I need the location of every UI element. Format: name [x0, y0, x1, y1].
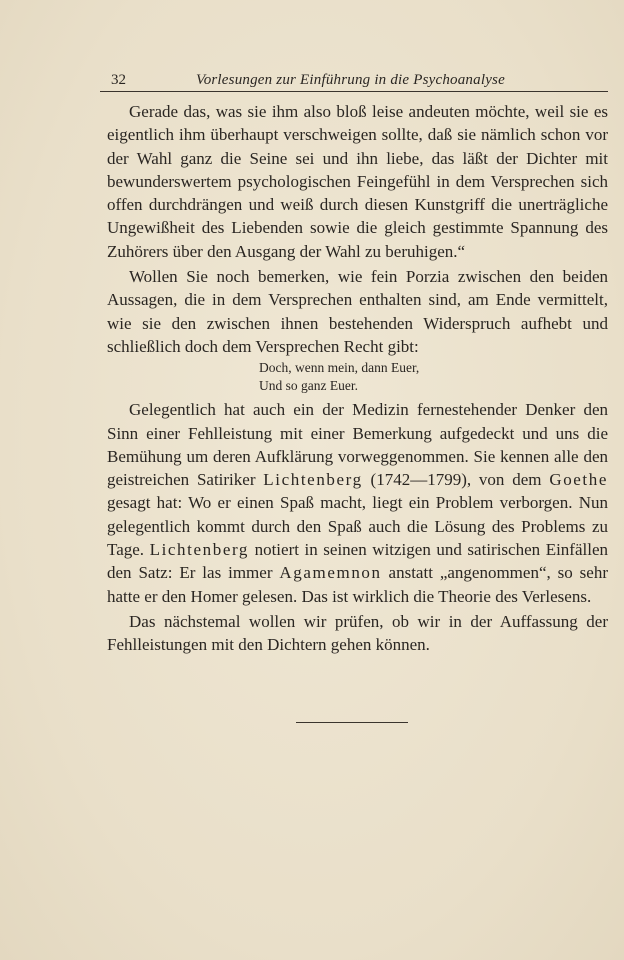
name-lichtenberg-2: Lichtenberg	[149, 540, 250, 560]
paragraph-3-text-a: Gelegentlich hat auch ein der Medizin fernestehender Denker den Sinn einer Fehlleistung mit einer Bemerkung aufgedeckt und uns die Bemühung um deren Aufklärung vorweggenommen. Sie kennen alle den geistreichen Satiriker	[107, 400, 608, 490]
paragraph-1: Gerade das, was sie ihm also bloß leise andeuten möchte, weil sie es eigentlich ihm überhaupt verschweigen sollte, daß sie nämlich schon vor der Wahl ganz die Seine sei und ihn liebe, das läßt der Dichter mit bewunderswertem psychologischen Feingefühl in dem Versprechen sich offen durchdrängen und weiß durch diesen Kunstgriff die unerträgliche Ungewißheit des Liebenden sowie die gleich gestimmte Spannung des Zuhörers über den Ausgang der Wahl zu beruhigen.“	[107, 102, 608, 261]
name-agamemnon: Agamemnon	[279, 563, 382, 583]
paragraph-3-text-b: (1742—1799), von dem	[362, 470, 550, 490]
running-title: Vorlesungen zur Einführung in die Psychoanalyse	[196, 72, 505, 88]
page-number: 32	[111, 72, 126, 88]
verse-line-1: Doch, wenn mein, dann Euer,	[259, 360, 420, 376]
paragraph-3-text-c: gesagt hat: Wo er einen Spaß macht, liegt ein Problem verborgen. Nun gelegentlich kommt durch den Spaß auch die Lösung des Problems zu Tage.	[107, 493, 608, 560]
name-lichtenberg: Lichtenberg	[263, 470, 363, 490]
body-text	[107, 100, 608, 657]
verse-line-2: Und so ganz Euer.	[259, 378, 358, 394]
page-header	[100, 68, 608, 90]
header-rule	[100, 91, 608, 92]
name-goethe: Goethe	[549, 470, 609, 490]
paragraph-4: Das nächstemal wollen wir prüfen, ob wir in der Auffassung der Fehlleistungen mit den Dichtern gehen können.	[107, 611, 608, 655]
paragraph-2: Wollen Sie noch bemerken, wie fein Porzia zwischen den beiden Aussagen, die in dem Versprechen enthalten sind, am Ende vermittelt, wie sie den zwischen ihnen bestehenden Widerspruch aufhebt und schließlich doch dem Versprechen Recht gibt:	[107, 267, 608, 356]
paragraph-3-text-d: notiert in seinen witzigen und satirischen Einfällen den Satz: Er las immer	[107, 540, 608, 583]
chapter-end-rule	[296, 722, 408, 723]
paragraph-3	[107, 398, 608, 608]
verse-quote	[259, 359, 608, 395]
paragraph-3-text-e: anstatt „angenommen“, so sehr hatte er den Homer gelesen. Das ist wirklich die Theorie des Verlesens.	[107, 563, 609, 606]
